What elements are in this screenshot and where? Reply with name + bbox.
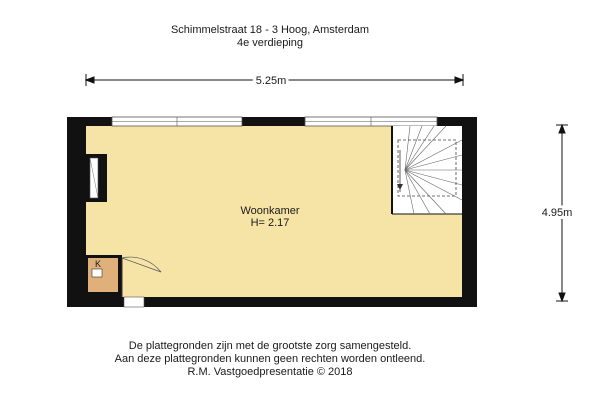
closet-label: K [94,259,102,269]
footer-disclaimer-1: De plattegronden zijn met de grootste zorg samengesteld. [128,340,412,352]
bottom-opening [124,297,144,307]
footer-disclaimer-2: Aan deze plattegronden kunnen geen rechten worden ontleend. [114,353,426,365]
window [112,117,242,126]
window [305,117,437,126]
room-name: Woonkamer [240,205,300,217]
floor-subtitle: 4e verdieping [236,37,304,49]
footer-copyright: R.M. Vastgoedpresentatie © 2018 [187,366,353,378]
staircase [392,126,462,214]
room-height: H= 2.17 [250,217,290,229]
chimney-breast [86,154,107,202]
depth-label: 4.95m [541,207,573,219]
closet [86,255,122,297]
address-title: Schimmelstraat 18 - 3 Hoog, Amsterdam [170,24,370,36]
width-label: 5.25m [255,75,287,87]
